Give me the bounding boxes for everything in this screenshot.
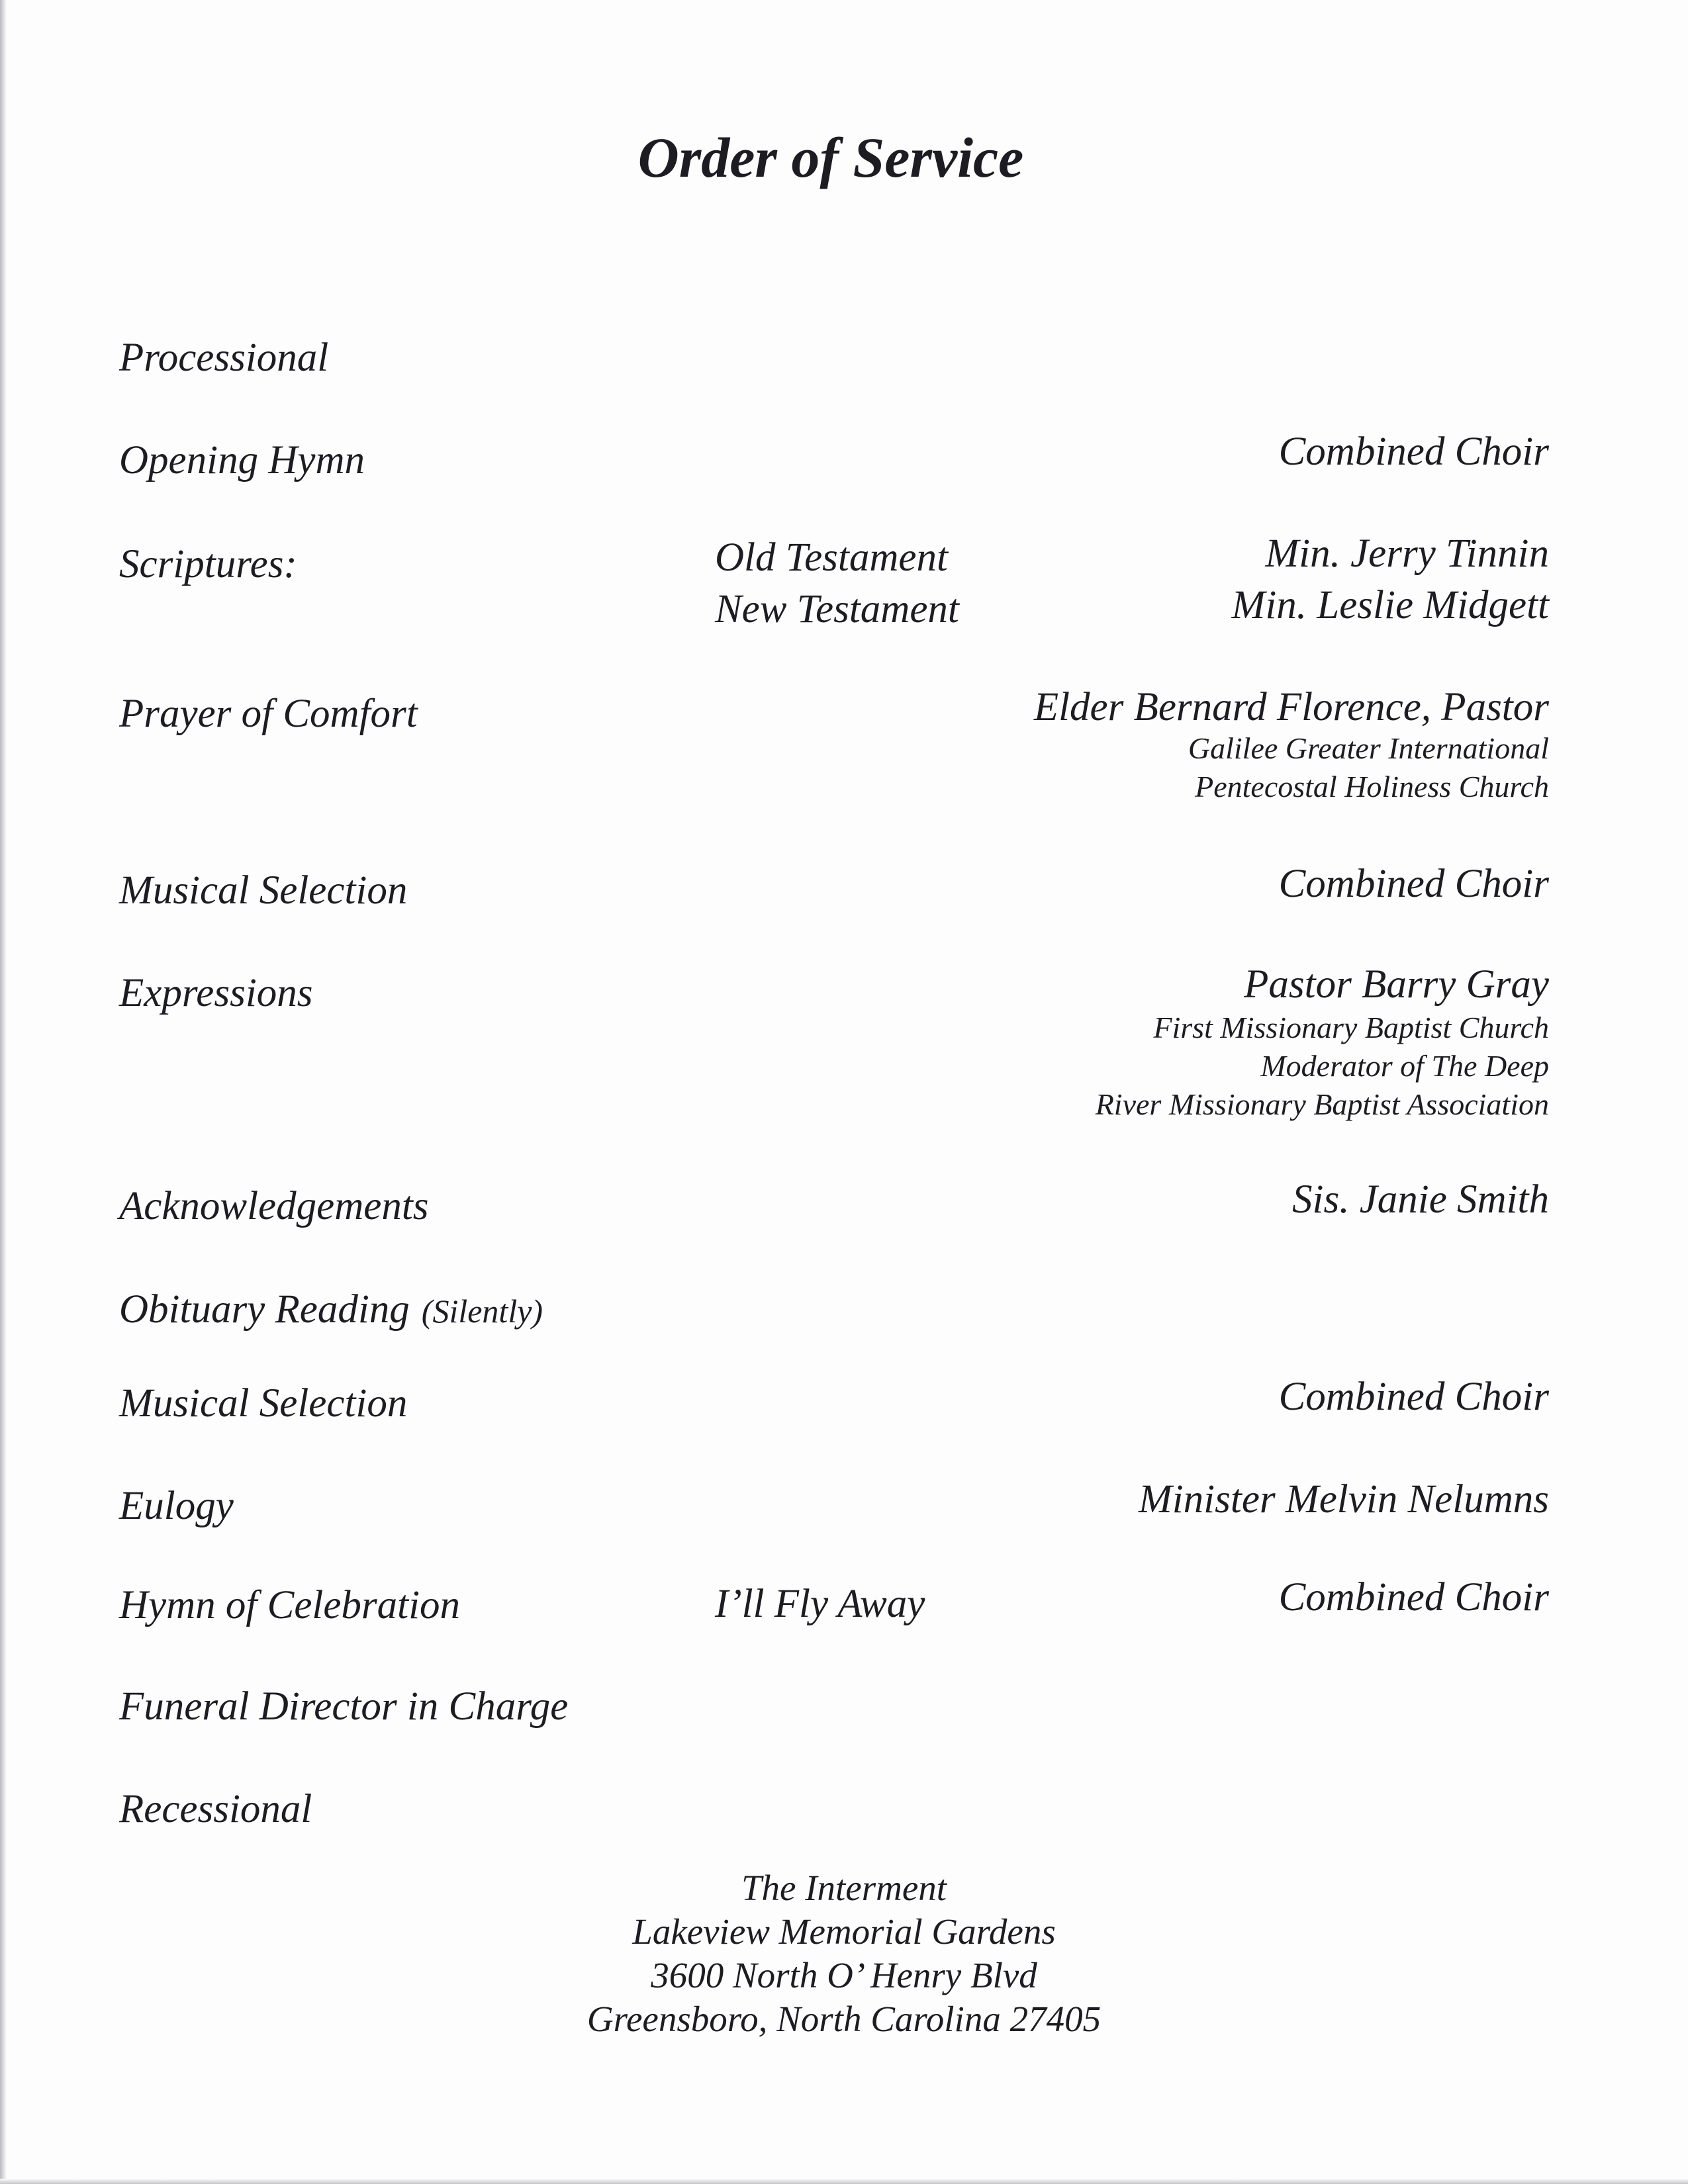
obituary-reading-text: Obituary Reading [119, 1287, 410, 1332]
expressions-speaker-detail-2: Moderator of The Deep [1260, 1049, 1549, 1083]
hymn-of-celebration-label: Hymn of Celebration [119, 1583, 461, 1627]
opening-hymn-label: Opening Hymn [119, 438, 365, 482]
obituary-reading-label [119, 1289, 543, 1330]
prayer-officiant: Elder Bernard Florence, Pastor [1033, 685, 1549, 729]
prayer-officiant-church-line-1: Galilee Greater International [1188, 731, 1549, 765]
page-edge-shadow [0, 0, 7, 2184]
interment-heading: The Interment [741, 1868, 947, 1908]
acknowledgements-label: Acknowledgements [119, 1184, 429, 1228]
scripture-reader-1: Min. Jerry Tinnin [1265, 531, 1549, 576]
scriptures-label: Scriptures: [119, 542, 297, 586]
expressions-label: Expressions [119, 971, 313, 1015]
hymn-of-celebration-title: I’ll Fly Away [715, 1582, 925, 1626]
processional-label: Processional [119, 336, 329, 380]
expressions-speaker: Pastor Barry Gray [1244, 962, 1549, 1007]
eulogy-label: Eulogy [119, 1484, 234, 1528]
acknowledgements-reader: Sis. Janie Smith [1292, 1177, 1549, 1222]
musical-selection-label-2: Musical Selection [119, 1381, 408, 1426]
page-title: Order of Service [637, 126, 1024, 189]
interment-street-address: 3600 North O’ Henry Blvd [651, 1955, 1037, 1995]
interment-cemetery: Lakeview Memorial Gardens [632, 1911, 1056, 1952]
prayer-officiant-church-line-2: Pentecostal Holiness Church [1195, 770, 1549, 803]
recessional-label: Recessional [119, 1787, 312, 1831]
hymn-of-celebration-performer: Combined Choir [1278, 1575, 1549, 1619]
obituary-reading-note: (Silently) [421, 1293, 543, 1330]
scripture-reader-2: Min. Leslie Midgett [1231, 583, 1549, 627]
page-bottom-shadow [0, 2179, 1688, 2184]
musical-selection-performer-2: Combined Choir [1278, 1375, 1549, 1419]
interment-block [0, 1866, 1688, 2041]
opening-hymn-performer: Combined Choir [1278, 430, 1549, 474]
prayer-of-comfort-label: Prayer of Comfort [119, 692, 418, 736]
scripture-old-testament: Old Testament [715, 535, 948, 580]
musical-selection-performer-1: Combined Choir [1278, 862, 1549, 906]
expressions-speaker-detail-1: First Missionary Baptist Church [1153, 1011, 1549, 1044]
eulogy-speaker: Minister Melvin Nelumns [1138, 1477, 1549, 1522]
funeral-director-label: Funeral Director in Charge [119, 1684, 569, 1729]
musical-selection-label-1: Musical Selection [119, 868, 408, 913]
expressions-speaker-detail-3: River Missionary Baptist Association [1095, 1087, 1549, 1121]
scripture-new-testament: New Testament [715, 587, 959, 631]
interment-city-state-zip: Greensboro, North Carolina 27405 [586, 1999, 1102, 2039]
